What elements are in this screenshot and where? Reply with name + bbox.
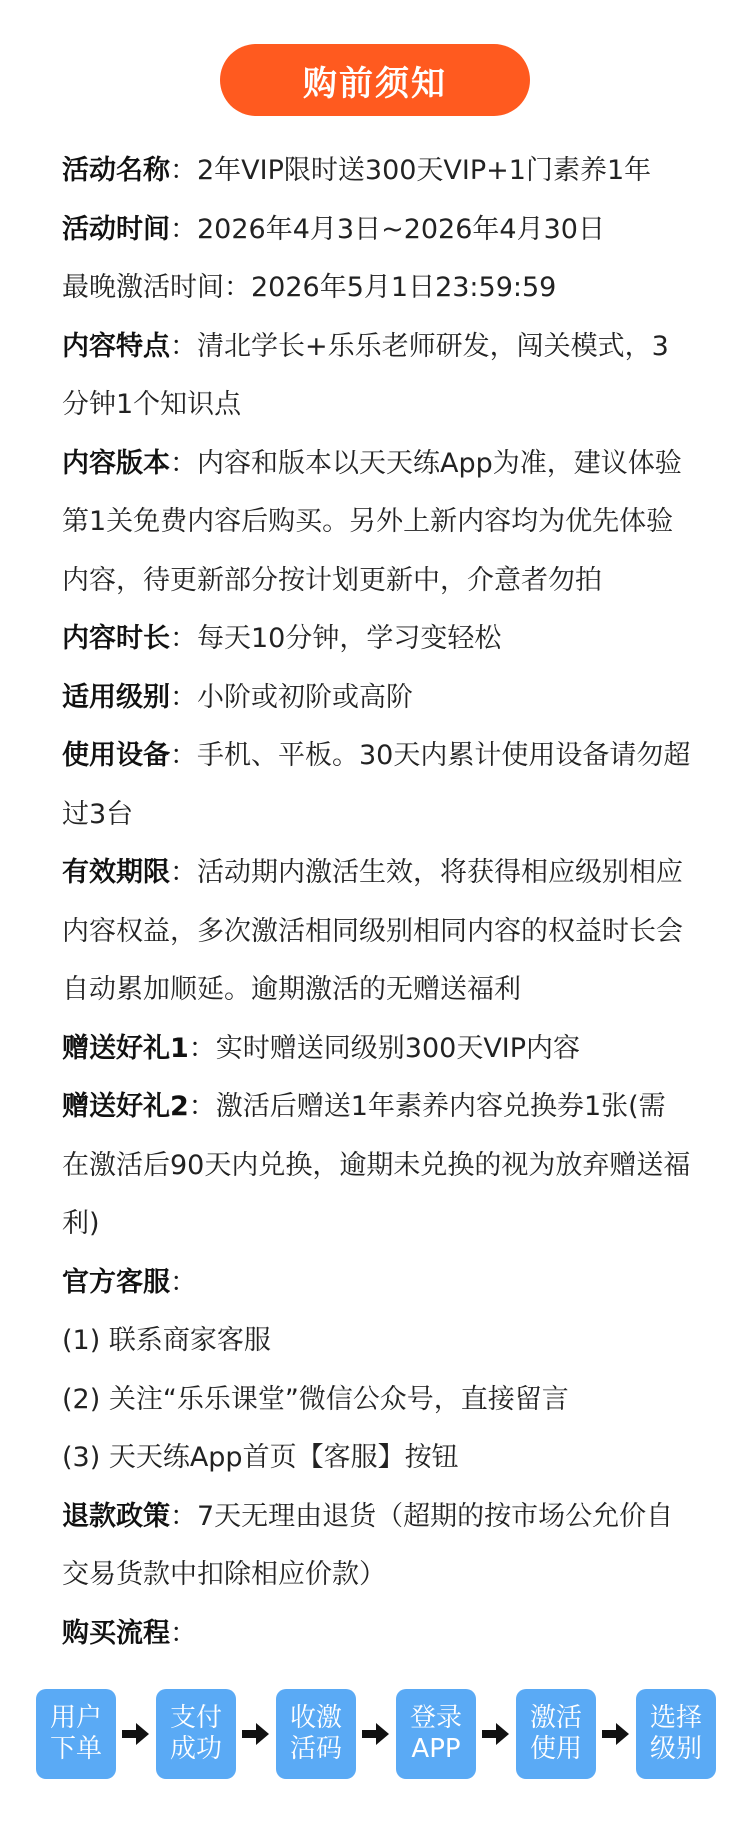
right-arrow-icon <box>241 1721 271 1747</box>
refund-policy-value: 7天无理由退货（超期的按市场公允价自交易货款中扣除相应价款） <box>62 1500 674 1590</box>
flow-step-line: 激活 <box>529 1703 582 1733</box>
gift-2-value: 激活后赠送1年素养内容兑换券1张(需在激活后90天内兑换，逾期未兑换的视为放弃赠送福利) <box>62 1091 691 1239</box>
colon: ： <box>170 155 197 186</box>
applicable-level-row <box>62 669 692 728</box>
latest-activation-row <box>62 259 692 318</box>
content-duration-value: 每天10分钟，学习变轻松 <box>197 623 502 654</box>
flow-step-order <box>36 1689 116 1779</box>
flow-step-select-level <box>636 1689 716 1779</box>
customer-service-item <box>62 1312 692 1371</box>
activity-name-label: 活动名称 <box>62 155 170 186</box>
flow-step-line: 活码 <box>289 1734 342 1764</box>
flow-step-line: 选择 <box>649 1703 702 1733</box>
flow-step-activate <box>516 1689 596 1779</box>
colon: ： <box>170 213 197 245</box>
validity-row <box>62 844 692 1020</box>
validity-label: 有效期限 <box>62 857 170 888</box>
activity-time-label: 活动时间 <box>62 213 170 245</box>
flow-step-line: 级别 <box>649 1734 702 1764</box>
validity-value: 活动期内激活生效，将获得相应级别相应内容权益，多次激活相同级别相同内容的权益时长会自动累加顺延。逾期激活的无赠送福利 <box>62 857 683 1005</box>
latest-activation-label: 最晚激活时间 <box>62 272 224 303</box>
content-duration-label: 内容时长 <box>62 623 170 654</box>
colon: ： <box>170 623 197 654</box>
refund-policy-row <box>62 1488 692 1605</box>
gift-2-row <box>62 1078 692 1254</box>
flow-step-line: 下单 <box>49 1734 102 1764</box>
content-version-label: 内容版本 <box>62 447 170 479</box>
content-features-value: 清北学长+乐乐老师研发，闯关模式，3分钟1个知识点 <box>62 330 669 420</box>
customer-service-item-3: (3) 天天练App首页【客服】按钮 <box>62 1442 459 1473</box>
colon: ： <box>170 330 197 362</box>
content-duration-row <box>62 610 692 669</box>
gift-1-row <box>62 1020 692 1079</box>
colon: ： <box>170 1266 197 1298</box>
flow-step-receive-code <box>276 1689 356 1779</box>
purchase-flow-row <box>62 1605 692 1664</box>
right-arrow-icon <box>481 1721 511 1747</box>
colon: ： <box>224 272 251 303</box>
customer-service-item <box>62 1429 692 1488</box>
content-features-row <box>62 318 692 435</box>
right-arrow-icon <box>601 1721 631 1747</box>
flow-step-line: 登录 <box>409 1703 462 1733</box>
flow-step-line: 收激 <box>289 1703 342 1733</box>
content-features-label: 内容特点 <box>62 330 170 362</box>
colon: ： <box>170 447 197 479</box>
flow-step-line: 成功 <box>169 1734 222 1764</box>
page-title: 购前须知 <box>220 44 530 116</box>
colon: ： <box>170 1617 197 1649</box>
gift-1-label: 赠送好礼1 <box>62 1032 189 1064</box>
info-section <box>62 142 692 1663</box>
flow-step-login <box>396 1689 476 1779</box>
gift-2-label: 赠送好礼2 <box>62 1091 189 1122</box>
colon: ： <box>170 857 197 888</box>
customer-service-item-2: (2) 关注“乐乐课堂”微信公众号，直接留言 <box>62 1383 569 1415</box>
right-arrow-icon <box>121 1721 151 1747</box>
activity-time-row <box>62 201 692 260</box>
colon: ： <box>188 1091 216 1122</box>
colon: ： <box>170 740 197 771</box>
content-version-row <box>62 435 692 611</box>
devices-value: 手机、平板。30天内累计使用设备请勿超过3台 <box>62 740 691 830</box>
purchase-flow-diagram <box>36 1688 716 1780</box>
right-arrow-icon <box>361 1721 391 1747</box>
gift-1-value: 实时赠送同级别300天VIP内容 <box>215 1032 581 1064</box>
colon: ： <box>188 1032 216 1064</box>
flow-step-line: APP <box>411 1734 461 1764</box>
flow-step-line: 支付 <box>169 1703 222 1733</box>
activity-name-value: 2年VIP限时送300天VIP+1门素养1年 <box>197 155 652 186</box>
refund-policy-label: 退款政策 <box>62 1500 170 1532</box>
flow-step-payment <box>156 1689 236 1779</box>
activity-time-value: 2026年4月3日~2026年4月30日 <box>197 213 605 245</box>
flow-step-line: 用户 <box>49 1703 102 1733</box>
colon: ： <box>170 681 197 713</box>
purchase-flow-label: 购买流程 <box>62 1617 170 1649</box>
customer-service-label: 官方客服 <box>62 1266 170 1298</box>
applicable-level-value: 小阶或初阶或高阶 <box>197 681 413 713</box>
content-version-value: 内容和版本以天天练App为准，建议体验第1关免费内容后购买。另外上新内容均为优先体验内容，待更新部分按计划更新中，介意者勿拍 <box>62 447 682 596</box>
applicable-level-label: 适用级别 <box>62 681 170 713</box>
customer-service-item-1: (1) 联系商家客服 <box>62 1325 271 1356</box>
activity-name-row <box>62 142 692 201</box>
devices-label: 使用设备 <box>62 740 170 771</box>
colon: ： <box>170 1500 197 1532</box>
customer-service-item <box>62 1371 692 1430</box>
latest-activation-value: 2026年5月1日23:59:59 <box>251 272 557 303</box>
customer-service-row <box>62 1254 692 1313</box>
flow-step-line: 使用 <box>529 1734 582 1764</box>
header <box>0 44 750 116</box>
devices-row <box>62 727 692 844</box>
